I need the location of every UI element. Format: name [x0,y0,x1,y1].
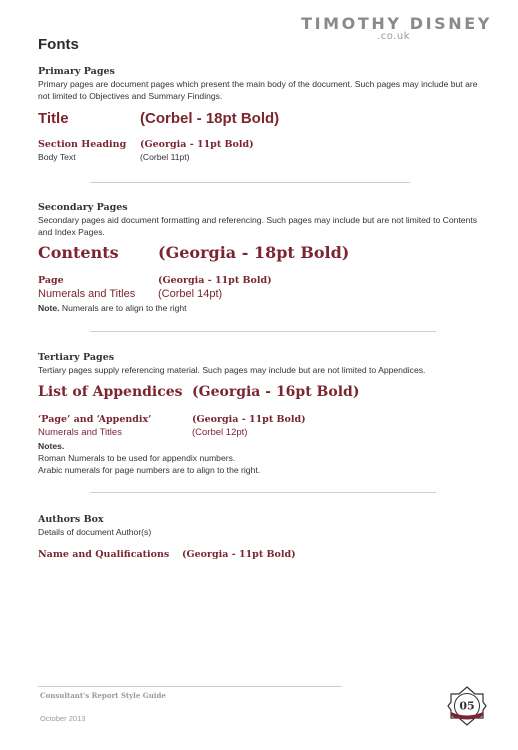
primary-title-font: (Corbel - 18pt Bold) [140,110,280,127]
tertiary-description: Tertiary pages supply referencing material. Such pages may include but are not limited to Appendices. [38,365,426,375]
secondary-note-text: Numerals are to align to the right [59,303,187,313]
primary-section-font: (Georgia - 11pt Bold) [140,139,254,150]
brand-domain: .co.uk [377,31,410,42]
tertiary-note-1: Roman Numerals to be used for appendix numbers. [38,453,236,463]
tertiary-note-2: Arabic numerals for page numbers are to align to the right. [38,465,261,475]
primary-heading: Primary Pages [38,66,115,77]
brand-logo [301,14,492,42]
divider [90,331,436,332]
tertiary-title-font: (Georgia - 16pt Bold) [192,384,360,400]
primary-body-label: Body Text [38,152,76,162]
secondary-numerals-font: (Corbel 14pt) [158,288,223,300]
tertiary-page-label: ‘Page’ and ‘Appendix’ [38,414,152,425]
footer-date: October 2013 [40,714,86,723]
page-number: 05 [459,699,475,713]
primary-body-font: (Corbel 11pt) [140,152,190,162]
secondary-description: Secondary pages aid document formatting and referencing. Such pages may include but are not limited to Contents and Index Pages. [38,215,478,237]
authors-name-font: (Georgia - 11pt Bold) [182,549,296,560]
tertiary-numerals-font: (Corbel 12pt) [192,427,248,438]
brand-name: TIMOTHY DISNEY [301,14,492,33]
footer-guide-title: Consultant's Report Style Guide [40,691,166,700]
primary-section-label: Section Heading [38,139,127,150]
authors-heading: Authors Box [38,514,104,525]
primary-description: Primary pages are document pages which present the main body of the document. Such pages may include but are not limited to Objectives and Summary Findings. [38,79,478,101]
page-title: Fonts [38,36,79,53]
tertiary-notes-heading: Notes. [38,441,65,451]
badge-emblem-icon [447,686,487,726]
tertiary-numerals-label: Numerals and Titles [38,427,122,438]
secondary-page-label: Page [38,275,64,286]
tertiary-title-label: List of Appendices [38,384,183,400]
secondary-title-font: (Georgia - 18pt Bold) [158,243,350,262]
secondary-page-font: (Georgia - 11pt Bold) [158,275,272,286]
secondary-heading: Secondary Pages [38,202,128,213]
divider [90,492,436,493]
secondary-title-label: Contents [38,243,119,262]
tertiary-heading: Tertiary Pages [38,352,115,363]
divider [90,182,410,183]
page-number-badge [447,686,487,726]
secondary-note-label: Note. [38,303,60,313]
secondary-note [38,302,187,314]
authors-name-label: Name and Qualifications [38,549,170,560]
secondary-numerals-label: Numerals and Titles [38,288,136,300]
tertiary-page-font: (Georgia - 11pt Bold) [192,414,306,425]
authors-description: Details of document Author(s) [38,527,152,537]
footer-divider [38,686,342,687]
primary-title-label: Title [38,110,69,127]
